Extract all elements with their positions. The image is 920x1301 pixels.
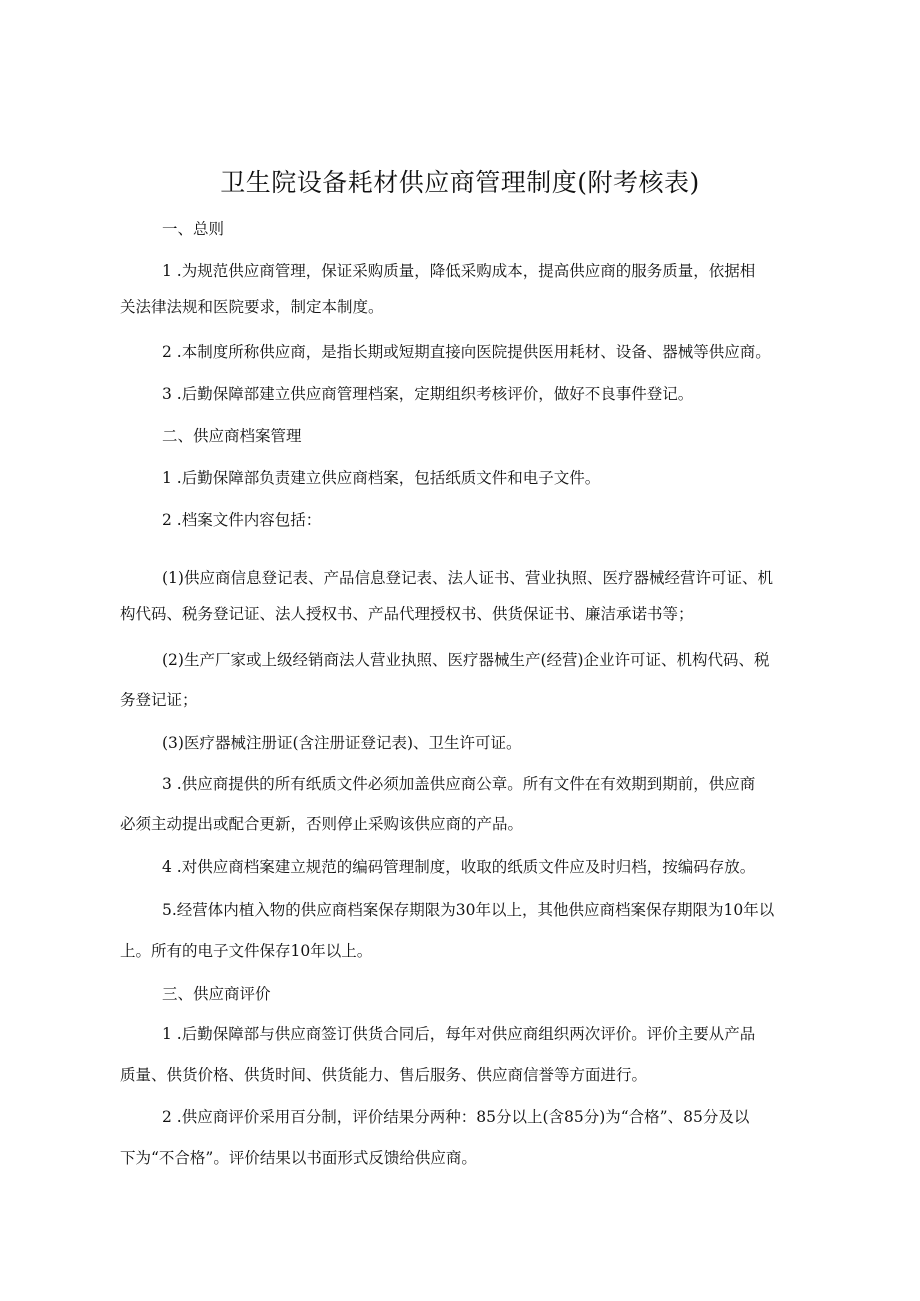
paragraph-line: 质量、供货价格、供货时间、供货能力、售后服务、供应商信誉等方面进行。 bbox=[120, 1066, 648, 1084]
section-heading-archive: 二、供应商档案管理 bbox=[162, 427, 302, 445]
paragraph-line: 务登记证； bbox=[120, 691, 198, 709]
paragraph-line: 3 .供应商提供的所有纸质文件必须加盖供应商公章。所有文件在有效期到期前，供应商 bbox=[162, 775, 756, 793]
section-heading-general: 一、总则 bbox=[162, 220, 225, 238]
paragraph-line: (1)供应商信息登记表、产品信息登记表、法人证书、营业执照、医疗器械经营许可证、机 bbox=[162, 569, 773, 587]
paragraph-line: 2 .供应商评价采用百分制，评价结果分两种：85分以上(含85分)为“合格”、85分及以 bbox=[162, 1108, 750, 1126]
paragraph-line: (2)生产厂家或上级经销商法人营业执照、医疗器械生产(经营)企业许可证、机构代码、税 bbox=[162, 651, 770, 669]
paragraph-line: 5.经营体内植入物的供应商档案保存期限为30年以上，其他供应商档案保存期限为10年以 bbox=[162, 901, 775, 919]
paragraph-line: (3)医疗器械注册证(含注册证登记表)、卫生许可证。 bbox=[162, 734, 522, 752]
paragraph-line: 4 .对供应商档案建立规范的编码管理制度，收取的纸质文件应及时归档，按编码存放。 bbox=[162, 858, 756, 876]
paragraph-line: 1 .后勤保障部负责建立供应商档案，包括纸质文件和电子文件。 bbox=[162, 469, 601, 487]
paragraph-line: 2 .档案文件内容包括： bbox=[162, 511, 322, 529]
paragraph-line: 必须主动提出或配合更新，否则停止采购该供应商的产品。 bbox=[120, 815, 524, 833]
paragraph-line: 3 .后勤保障部建立供应商管理档案，定期组织考核评价，做好不良事件登记。 bbox=[162, 385, 694, 403]
paragraph-line: 构代码、税务登记证、法人授权书、产品代理授权书、供货保证书、廉洁承诺书等； bbox=[120, 605, 694, 623]
paragraph-line: 1 .为规范供应商管理，保证采购质量，降低采购成本，提高供应商的服务质量，依据相 bbox=[162, 262, 756, 280]
section-heading-evaluation: 三、供应商评价 bbox=[162, 985, 271, 1003]
paragraph-line: 下为“不合格”。评价结果以书面形式反馈给供应商。 bbox=[120, 1149, 477, 1167]
paragraph-line: 1 .后勤保障部与供应商签订供货合同后，每年对供应商组织两次评价。评价主要从产品 bbox=[162, 1025, 756, 1043]
document-title: 卫生院设备耗材供应商管理制度(附考核表) bbox=[220, 168, 700, 197]
paragraph-line: 关法律法规和医院要求，制定本制度。 bbox=[120, 298, 384, 316]
paragraph-line: 2 .本制度所称供应商，是指长期或短期直接向医院提供医用耗材、设备、器械等供应商。 bbox=[162, 343, 771, 361]
paragraph-line: 上。所有的电子文件保存10年以上。 bbox=[120, 942, 373, 960]
